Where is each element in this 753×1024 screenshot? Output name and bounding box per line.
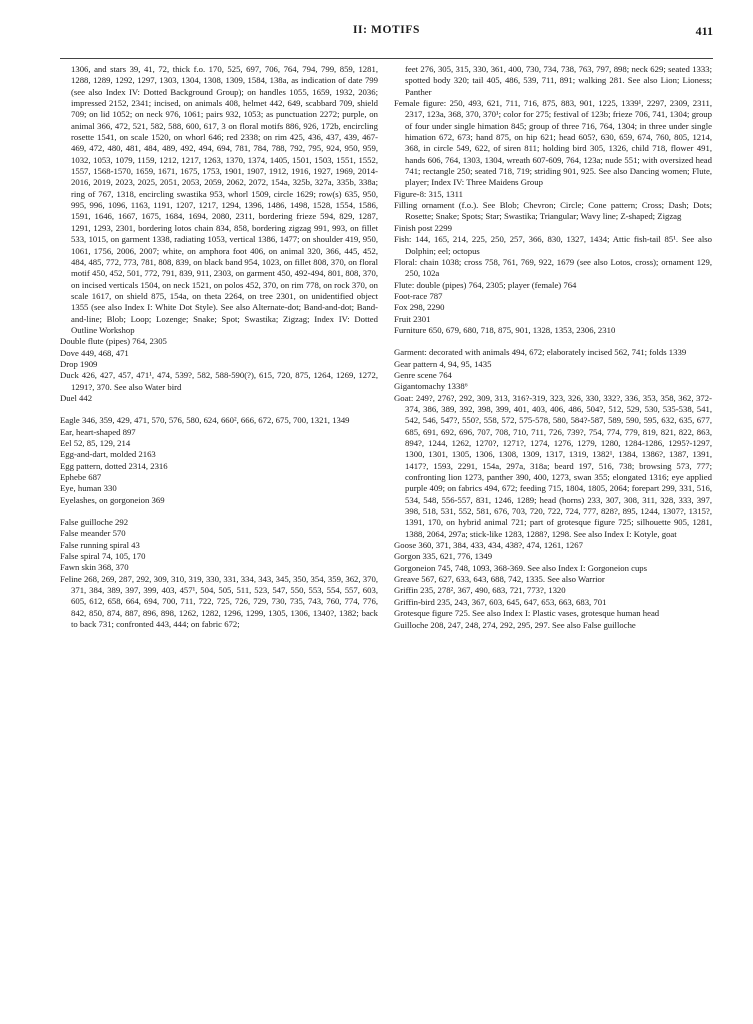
index-entry: feet 276, 305, 315, 330, 361, 400, 730, 734, 738, 763, 797, 898; neck 629; seated 1333; spotted body 320; tail 405, 486, 539, 711, 891; walking 281. See also Lion; Lioness; Panther (405, 64, 712, 97)
index-entry: Filling ornament (f.o.). See Blob; Chevron; Circle; Cone pattern; Cross; Dash; Dots; Rosette; Snake; Spots; Star; Swastika; Triangular; Wavy line; Z-shaped; Zigzag (394, 200, 712, 222)
index-entry: Foot-race 787 (394, 290, 443, 301)
index-entry: Goose 360, 371, 384, 433, 434, 438?, 474, 1261, 1267 (394, 540, 583, 551)
index-entry: Eagle 346, 359, 429, 471, 570, 576, 580, 624, 660², 666, 672, 675, 700, 1321, 1349 (60, 415, 350, 426)
index-entry: False meander 570 (60, 528, 126, 539)
header-rule (60, 58, 713, 59)
index-entry: Griffin-bird 235, 243, 367, 603, 645, 647, 653, 663, 683, 701 (394, 596, 607, 607)
index-entry: Gigantomachy 1338⁶ (394, 381, 468, 392)
index-entry: Ephebe 687 (60, 472, 102, 483)
index-entry: False guilloche 292 (60, 517, 129, 528)
index-entry: Genre scene 764 (394, 369, 452, 380)
index-column-left (60, 64, 378, 1014)
index-entry: Furniture 650, 679, 680, 718, 875, 901, 1328, 1353, 2306, 2310 (394, 324, 616, 335)
index-entry: Grotesque figure 725. See also Index I: Plastic vases, grotesque human head (394, 608, 660, 619)
index-entry: Drop 1909 (60, 358, 98, 369)
index-entry: Duel 442 (60, 392, 93, 403)
index-entry: Duck 426, 427, 457, 471¹, 474, 539?, 582, 588-590(?), 615, 720, 875, 1264, 1269, 1272, 1291?, 370. See also Water bird (60, 370, 378, 392)
index-entry: Ear, heart-shaped 897 (60, 426, 136, 437)
index-entry: Fish: 144, 165, 214, 225, 250, 257, 366, 830, 1327, 1434; Attic fish-tail 85¹. See also Dolphin; eel; octopus (394, 234, 712, 256)
section-gap (60, 404, 378, 415)
index-entry: Gorgon 335, 621, 776, 1349 (394, 551, 493, 562)
index-entry: Feline 268, 269, 287, 292, 309, 310, 319, 330, 331, 334, 343, 345, 350, 354, 359, 362, 370, 371, 384, 389, 397, 399, 403, 457¹, 504, 505, 511, 523, 547, 550, 553, 554, 557, 603, 605, 612, 658, 664, 694, 700, 711, 722, 725, 726, 729, 730, 735, 743, 760, 774, 776, 842, 850, 874, 887, 896, 898, 1262, 1282, 1296, 1299, 1305, 1306, 1340?, 1382; back to back 731; confronted 443, 444; on fabric 672; (60, 573, 378, 630)
index-entry: Eye, human 330 (60, 483, 117, 494)
section-gap (394, 336, 712, 347)
index-entry: Greave 567, 627, 633, 643, 688, 742, 1335. See also Warrior (394, 574, 605, 585)
index-entry: Female figure: 250, 493, 621, 711, 716, 875, 883, 901, 1225, 1339¹, 2297, 2309, 2311, 2317, 123a, 368, 370, 370¹; color for 275; festival of 123b; frieze 706, 741, 1304; group of four under single himation 845; group of three 716, 764, 1304; in three under single himation 672, 673; hand 875, on hip 621; head 605?, 630, 659, 674, 760, 805, 1214, 368, in circle 549, 622, of siren 811; holding bird 305, 1326, child 718, flower 491, hands 606, 764, 1303, 1304, wreath 607-609, 764, 123a; nude 551; with oversized head 741; rectangle 250; seated 718, 719; striding 901, 925. See also Dancing women; Flute, player; Index IV: Three Maidens Group (394, 98, 712, 188)
index-entry: Egg pattern, dotted 2314, 2316 (60, 460, 168, 471)
index-entry: Dove 449, 468, 471 (60, 347, 129, 358)
index-entry: Flute: double (pipes) 764, 2305; player (female) 764 (394, 279, 577, 290)
index-entry: 1306, and stars 39, 41, 72, thick f.o. 170, 525, 697, 706, 764, 794, 799, 859, 1281, 1288, 1289, 1292, 1297, 1303, 1304, 1308, 1309, 1584, 138a, as indication of date 799 (see also Index IV: Dotted Background Group); on handles 1055, 1659, 1932, 2036; impressed 2152, 2341; incised, on animals 408, helmet 442, 649, scabbard 709, shield 709; on lid 1052; on neck 976, 1061; pairs 932, 1053; as punctuation 2272; purple, on animal 366, 472, 521, 582, 588, 600, 617, 3 on floral motifs 886, 926, 172b, encircling rosette 1541, on scale 1520, on whorl 646; red 2338; on rim 425, 436, 437, 439, 467-469, 472, 480, 481, 484, 489, 492, 494, 694, 781, 784, 788, 792, 795, 924, 950, 959, 1032, 1053, 1079, 1159, 1212, 1217, 1263, 1370, 1374, 1405, 1501, 1503, 1551, 1552, 1557, 1568-1570, 1659, 1671, 1675, 1753, 1901, 1907, 1912, 1916, 1927, 1969, 2014-2016, 2019, 2023, 2025, 2051, 2053, 2059, 2062, 2072, 154a, 325b, 327a, 335b, 338a; ring of 767, 1318, encircling swastika 953, whorl 1509, circle 1629; row(s) 635, 950, 995, 996, 1096, 1163, 1191, 1207, 1217, 1294, 1396, 1486, 1498, 1528, 1554, 1586, 1591, 1646, 1667, 1675, 1684, 1694, 2080, 2311, bordering frieze 594, 829, 1287, 1291, 1293, 2301, bordering lotos chain 834, 858, bordering zigzag 991, 993, on fillet 533, 1015, on garment 1338, radiating 1053, vertical 1386, 1477; on shoulder 419, 950, 1061, 1756, 2006, 2007; white, on amphora foot 406, on animal 320, 366, 445, 452, 484, 485, 772, 773, 781, 808, 839, on black band 954, 1023, on fillet 808, 370, on floral motif 450, 452, 501, 772, 791, 839, 911, 2303, on garment 450, 492-494, 801, 808, 370, on incised verticals 1504, on neck 1521, on polos 452, 370, on rim 778, on rock 370, on scale 1617, on shield 875, 154a, on theta 2264, on tree 2301, on unidentified object 1355 (see also Index I: White Dot Style). See also Alternate-dot; Band-and-dot; Band-and-line; Blob; Loop; Lozenge; Snake; Spot; Swastika; Zigzag; Index IV: Dotted Outline Workshop (71, 64, 378, 335)
index-entry: False running spiral 43 (60, 539, 140, 550)
section-gap (60, 506, 378, 517)
index-entry: False spiral 74, 105, 170 (60, 551, 146, 562)
index-entry: Fox 298, 2290 (394, 302, 445, 313)
index-entry: Finish post 2299 (394, 222, 452, 233)
index-column-right (394, 64, 712, 1014)
index-entry: Fawn skin 368, 370 (60, 562, 129, 573)
index-entry: Goat: 249?, 276?, 292, 309, 313, 316?-319, 323, 326, 330, 332?, 336, 353, 358, 362, 372-374, 386, 389, 392, 398, 399, 401, 403, 406, 486, 504?, 512, 529, 530, 535-538, 541, 542, 546, 547?, 550?, 558, 572, 575-578, 580, 584?-587, 589, 590, 595, 632, 635, 677, 685, 691, 692, 696, 707, 708, 710, 711, 726, 739?, 754, 774, 779, 819, 821, 822, 863, 894?, 1244, 1262, 1270?, 1271?, 1274, 1276, 1279, 1280, 1284-1286, 1295?-1297, 1300, 1301, 1305, 1306, 1308, 1309, 1317, 1319, 1382¹, 1384, 1386?, 1387, 1391, 1417?, 1593, 2291, 154a, 297a, 318a; beard 197, 516, 738; browsing 573, 777; confronting lion 1273, panther 390, 400, 1273, swan 355; elongated 1316; eye applied purple 409; on fabrics 494, 672; feeding 715, 1804, 1805, 2064; forepart 299, 331, 516, 534, 548, 556-557, 831, 1246, 1289; head (horns) 233, 307, 308, 311, 328, 333, 397, 398, 518, 531, 552, 581, 676, 703, 720, 722, 724, 777, 828?, 895, 1244, 1307?, 1315?, 1391, 170, on hybrid animal 721; part of grotesque figure 725; silhouette 905, 1281, 1388, 2064, 297a; stick-like 1283, 1288?, 1298. See also Index I: Kotyle, goat (394, 392, 712, 539)
index-entry: Eyelashes, on gorgoneion 369 (60, 494, 165, 505)
section-title: II: MOTIFS (352, 24, 421, 36)
index-entry: Floral: chain 1038; cross 758, 761, 769, 922, 1679 (see also Lotos, cross); ornament 129, 250, 102a (394, 256, 712, 279)
page-number: 411 (695, 24, 713, 38)
index-entry: Guilloche 208, 247, 248, 274, 292, 295, 297. See also False guilloche (394, 619, 636, 630)
index-entry: Griffin 235, 278², 367, 490, 683, 721, 773?, 1320 (394, 585, 566, 596)
index-entry: Eel 52, 85, 129, 214 (60, 438, 131, 448)
index-entry: Garment: decorated with animals 494, 672; elaborately incised 562, 741; folds 1339 (394, 347, 687, 358)
index-entry: Gorgoneion 745, 748, 1093, 368-369. See also Index I: Gorgoneion cups (394, 562, 648, 573)
index-entry: Gear pattern 4, 94, 95, 1435 (394, 358, 492, 369)
page-header (60, 24, 713, 44)
index-entry: Egg-and-dart, molded 2163 (60, 449, 156, 460)
index-entry: Fruit 2301 (394, 313, 431, 324)
index-entry: Double flute (pipes) 764, 2305 (60, 336, 167, 347)
index-entry: Figure-8: 315, 1311 (394, 188, 463, 199)
